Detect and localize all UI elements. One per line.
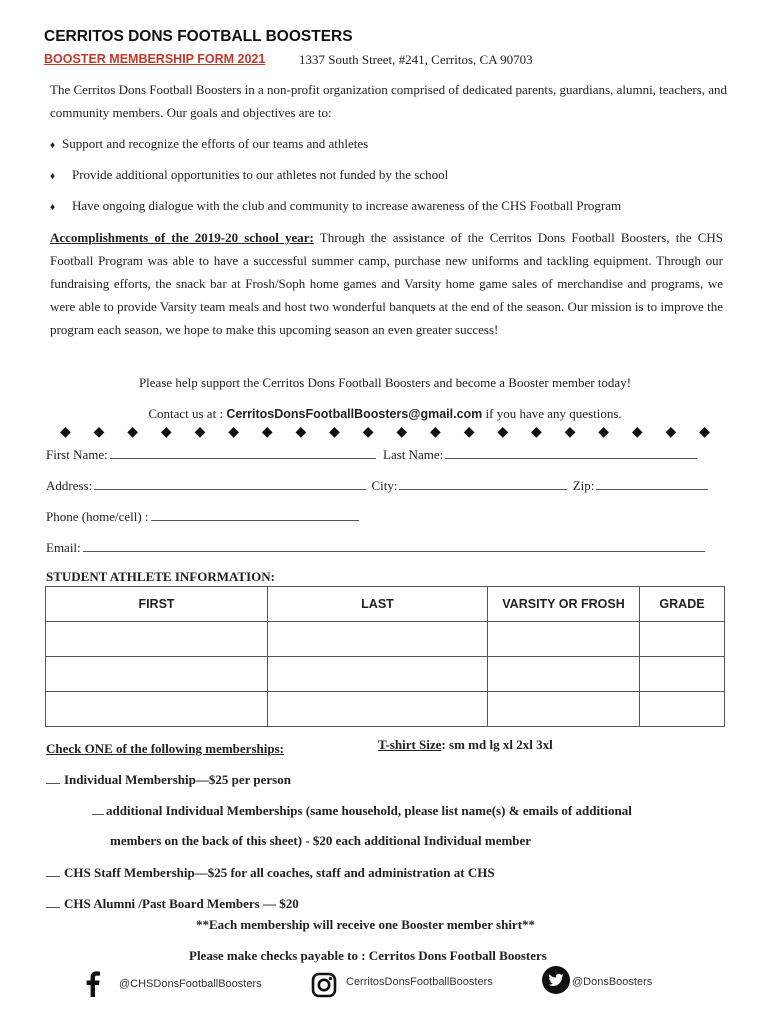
contact-email[interactable]: CerritosDonsFootballBoosters@gmail.com bbox=[226, 407, 483, 421]
student-athlete-table bbox=[45, 586, 725, 727]
level-cell[interactable] bbox=[488, 692, 640, 727]
diamond-icon: ◆ bbox=[228, 425, 239, 440]
diamond-icon: ◆ bbox=[160, 425, 172, 440]
address-field[interactable] bbox=[94, 477, 366, 490]
column-header-grade: GRADE bbox=[640, 587, 725, 622]
first-cell[interactable] bbox=[46, 622, 268, 657]
email-label: Email: bbox=[46, 540, 81, 555]
last-name-field[interactable] bbox=[445, 446, 697, 459]
last-cell[interactable] bbox=[268, 692, 488, 727]
address-label: Address: bbox=[46, 478, 93, 493]
zip-label: Zip: bbox=[572, 478, 595, 493]
diamond-icon: ◆ bbox=[261, 425, 273, 440]
tshirt-label: T-shirt Size bbox=[378, 737, 442, 752]
first-name-field[interactable] bbox=[110, 446, 376, 459]
address-row bbox=[46, 477, 708, 494]
grade-cell[interactable] bbox=[640, 692, 725, 727]
diamond-bullet-icon: ♦ bbox=[50, 171, 56, 182]
membership-appeal: Please help support the Cerritos Dons Football Boosters and become a Booster member today! bbox=[138, 375, 632, 390]
additional-membership-option: additional Individual Memberships (same household, please list name(s) & emails of additional bbox=[92, 802, 632, 819]
email-row bbox=[46, 539, 705, 556]
diamond-icon: ◆ bbox=[598, 425, 610, 440]
facebook-handle[interactable]: @CHSDonsFootballBoosters bbox=[119, 978, 262, 990]
goal-item: ♦ Have ongoing dialogue with the club and community to increase awareness of the CHS Football Program bbox=[50, 198, 622, 213]
diamond-icon: ◆ bbox=[295, 425, 307, 440]
instagram-icon[interactable] bbox=[311, 972, 337, 998]
alumni-membership-option: CHS Alumni /Past Board Members — $20 bbox=[46, 895, 299, 912]
diamond-icon: ◆ bbox=[194, 425, 206, 440]
individual-membership-option: Individual Membership—$25 per person bbox=[46, 771, 291, 788]
column-header-first: FIRST bbox=[46, 587, 268, 622]
column-header-last: LAST bbox=[268, 587, 488, 622]
diamond-bullet-icon: ♦ bbox=[50, 202, 56, 213]
mailing-address: 1337 South Street, #241, Cerritos, CA 90703 bbox=[299, 52, 533, 67]
table-row bbox=[46, 657, 725, 692]
twitter-icon[interactable] bbox=[542, 966, 570, 994]
diamond-icon: ◆ bbox=[60, 425, 71, 440]
diamond-divider bbox=[60, 424, 710, 441]
city-field[interactable] bbox=[399, 477, 567, 490]
diamond-icon: ◆ bbox=[127, 425, 139, 440]
zip-field[interactable] bbox=[596, 477, 708, 490]
accomplishments-text: Through the assistance of the Cerritos Dons Football Boosters, the CHS Football Program was able to have a successful summer camp, purchase new uniforms and tackling equipment. Through our fundraising efforts, the snack bar at Frosh/Soph home games and Varsity home game sales of merchandise and programs, we were able to provide Varsity team meals and host two wonderful banquets at the end of the season. Our mission is to improve the program each season, we hope to make this upcoming season an even greater success! bbox=[50, 230, 724, 337]
diamond-bullet-icon: ♦ bbox=[50, 140, 56, 151]
grade-cell[interactable] bbox=[640, 622, 725, 657]
table-row bbox=[46, 622, 725, 657]
phone-field[interactable] bbox=[151, 508, 359, 521]
accomplishments-heading: Accomplishments of the 2019-20 school year: bbox=[50, 230, 314, 245]
staff-membership-option: CHS Staff Membership—$25 for all coaches, staff and administration at CHS bbox=[46, 864, 495, 881]
checks-payable-note: Please make checks payable to : Cerritos Dons Football Boosters bbox=[189, 948, 547, 963]
student-section-heading: STUDENT ATHLETE INFORMATION: bbox=[46, 569, 275, 584]
email-field[interactable] bbox=[83, 539, 705, 552]
last-name-label: Last Name: bbox=[383, 447, 444, 462]
grade-cell[interactable] bbox=[640, 657, 725, 692]
last-cell[interactable] bbox=[268, 657, 488, 692]
phone-label: Phone (home/cell) : bbox=[46, 509, 149, 524]
goal-item: ♦ Provide additional opportunities to our athletes not funded by the school bbox=[50, 167, 449, 182]
diamond-icon: ◆ bbox=[396, 425, 408, 440]
diamond-icon: ◆ bbox=[430, 425, 441, 440]
intro-paragraph: The Cerritos Dons Football Boosters in a non-profit organization comprised of dedicated parents, guardians, alumni, teachers, and community members. Our goals and objectives are to: bbox=[50, 82, 728, 120]
additional-membership-line2: members on the back of this sheet) - $20 each additional Individual member bbox=[110, 833, 532, 848]
diamond-icon: ◆ bbox=[699, 425, 710, 440]
form-subtitle: BOOSTER MEMBERSHIP FORM 2021 bbox=[44, 52, 266, 66]
phone-row bbox=[46, 508, 359, 525]
membership-heading: Check ONE of the following memberships: bbox=[46, 741, 284, 756]
accomplishments-paragraph bbox=[50, 226, 723, 341]
contact-line: Contact us at : CerritosDonsFootballBoosters@gmail.com if you have any questions. bbox=[148, 406, 622, 421]
city-label: City: bbox=[371, 478, 398, 493]
last-cell[interactable] bbox=[268, 622, 488, 657]
level-cell[interactable] bbox=[488, 657, 640, 692]
form-title: CERRITOS DONS FOOTBALL BOOSTERS bbox=[44, 28, 353, 45]
first-name-label: First Name: bbox=[46, 447, 108, 462]
individual-checkbox[interactable] bbox=[46, 771, 60, 784]
alumni-checkbox[interactable] bbox=[46, 895, 60, 908]
diamond-icon: ◆ bbox=[362, 425, 374, 440]
shirt-note: **Each membership will receive one Booster member shirt** bbox=[196, 917, 536, 932]
twitter-handle[interactable]: @DonsBoosters bbox=[572, 976, 653, 988]
diamond-icon: ◆ bbox=[497, 425, 509, 440]
diamond-icon: ◆ bbox=[665, 425, 677, 440]
column-header-level: VARSITY OR FROSH bbox=[488, 587, 640, 622]
facebook-icon[interactable] bbox=[81, 971, 103, 997]
goal-item: ♦ Support and recognize the efforts of our teams and athletes bbox=[50, 136, 369, 151]
first-name-row bbox=[46, 446, 697, 463]
tshirt-sizes: : sm md lg xl 2xl 3xl bbox=[441, 737, 553, 752]
first-cell[interactable] bbox=[46, 692, 268, 727]
diamond-icon: ◆ bbox=[631, 425, 643, 440]
diamond-icon: ◆ bbox=[564, 425, 576, 440]
tshirt-size-line bbox=[378, 737, 553, 753]
table-row bbox=[46, 692, 725, 727]
diamond-icon: ◆ bbox=[93, 425, 105, 440]
diamond-icon: ◆ bbox=[329, 425, 340, 440]
level-cell[interactable] bbox=[488, 622, 640, 657]
diamond-icon: ◆ bbox=[463, 425, 475, 440]
additional-checkbox[interactable] bbox=[92, 802, 104, 815]
table-header-row bbox=[46, 587, 725, 622]
diamond-icon: ◆ bbox=[530, 425, 542, 440]
instagram-handle[interactable]: CerritosDonsFootballBoosters bbox=[346, 976, 493, 988]
staff-checkbox[interactable] bbox=[46, 864, 60, 877]
first-cell[interactable] bbox=[46, 657, 268, 692]
